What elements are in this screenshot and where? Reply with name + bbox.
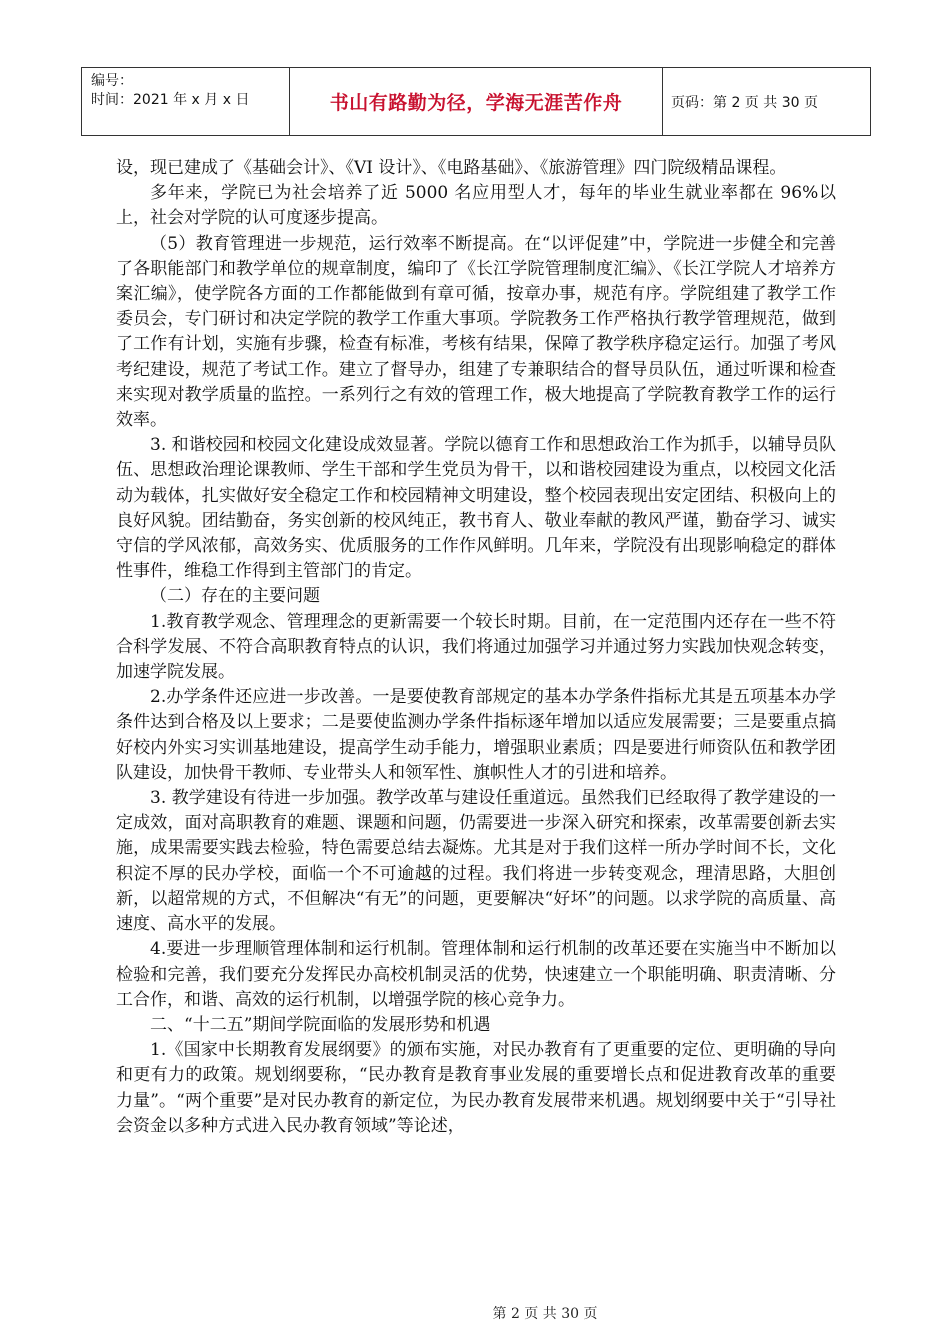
section-heading: 二、“十二五”期间学院面临的发展形势和机遇	[150, 1014, 491, 1035]
document-header	[81, 67, 871, 136]
body-paragraph: （5）教育管理进一步规范，运行效率不断提高。在“以评促建”中，学院进一步健全和完善了各职能部门和教学单位的规章制度，编印了《长江学院管理制度汇编》、《长江学院人才培养方案汇编》，使学院各方面的工作都能做到有章可循，按章办事，规范有序。学院组建了教学工作委员会，专门研讨和决定学院的教学工作重大事项。学院教务工作严格执行教学管理规范，做到了工作有计划，实施有步骤，检查有标准，考核有结果，保障了教学秩序稳定运行。加强了考风考纪建设，规范了考试工作。建立了督导办，组建了专兼职结合的督导员队伍，通过听课和检查来实现对教学质量的监控。一系列行之有效的管理工作，极大地提高了学院教育教学工作的运行效率。	[116, 233, 836, 431]
body-paragraph: 1.教育教学观念、管理理念的更新需要一个较长时期。目前，在一定范围内还存在一些不符合科学发展、不符合高职教育特点的认识，我们将通过加强学习并通过努力实践加快观念转变，加速学院发展。	[116, 611, 836, 683]
header-meta-cell	[82, 68, 290, 136]
document-number-label: 编号：	[91, 73, 133, 89]
body-paragraph: 3. 教学建设有待进一步加强。教学改革与建设任重道远。虽然我们已经取得了教学建设的一定成效，面对高职教育的难题、课题和问题，仍需要进一步深入研究和探索，改革需要创新去实施，成果需要实践去检验，特色需要总结去凝炼。尤其是对于我们这样一所办学时间不长，文化积淀不厚的民办学校，面临一个不可逾越的过程。我们将进一步转变观念，理清思路，大胆创新，以超常规的方式，不但解决“有无”的问题，更要解决“好坏”的问题。以求学院的高质量、高速度、高水平的发展。	[116, 788, 836, 935]
page-footer: 第 2 页 共 30 页	[492, 1306, 598, 1322]
body-paragraph: 3. 和谐校园和校园文化建设成效显著。学院以德育工作和思想政治工作为抓手，以辅导员队伍、思想政治理论课教师、学生干部和学生党员为骨干，以和谐校园建设为重点，以校园文化活动为载体，扎实做好安全稳定工作和校园精神文明建设，整个校园表现出安定团结、积极向上的良好风貌。团结勤奋，务实创新的校风纯正，教书育人、敬业奉献的教风严谨，勤奋学习、诚实守信的学风浓郁，高效务实、优质服务的工作作风鲜明。几年来，学院没有出现影响稳定的群体性事件，维稳工作得到主管部门的肯定。	[116, 435, 836, 582]
body-paragraph: 2.办学条件还应进一步改善。一是要使教育部规定的基本办学条件指标尤其是五项基本办学条件达到合格及以上要求；二是要使监测办学条件指标逐年增加以适应发展需要；三是要重点搞好校内外实习实训基地建设，提高学生动手能力，增强职业素质；四是要进行师资队伍和教学团队建设，加快骨干教师、专业带头人和领军性、旗帜性人才的引进和培养。	[116, 687, 836, 783]
header-page-info: 页码：第 2 页 共 30 页	[663, 68, 871, 136]
body-paragraph: 多年来，学院已为社会培养了近 5000 名应用型人才，每年的毕业生就业率都在 96%以上，社会对学院的认可度逐步提高。	[116, 183, 836, 229]
document-date-label: 时间：2021 年 x 月 x 日	[91, 92, 250, 108]
section-subheading: （二）存在的主要问题	[150, 586, 320, 607]
header-motto: 书山有路勤为径，学海无涯苦作舟	[290, 68, 663, 136]
body-paragraph: 设，现已建成了《基础会计》、《VI 设计》、《电路基础》、《旅游管理》四门院级精品课程。	[116, 158, 787, 178]
document-body	[116, 156, 836, 1139]
body-paragraph: 1.《国家中长期教育发展纲要》的颁布实施，对民办教育有了更重要的定位、更明确的导向和更有力的政策。规划纲要称，“民办教育是教育事业发展的重要增长点和促进教育改革的重要力量”。“两个重要”是对民办教育的新定位，为民办教育发展带来机遇。规划纲要中关于“引导社会资金以多种方式进入民办教育领域”等论述，	[116, 1040, 836, 1136]
body-paragraph: 4.要进一步理顺管理体制和运行机制。管理体制和运行机制的改革还要在实施当中不断加以检验和完善，我们要充分发挥民办高校机制灵活的优势，快速建立一个职能明确、职责清晰、分工合作，和谐、高效的运行机制，以增强学院的核心竞争力。	[116, 939, 836, 1010]
